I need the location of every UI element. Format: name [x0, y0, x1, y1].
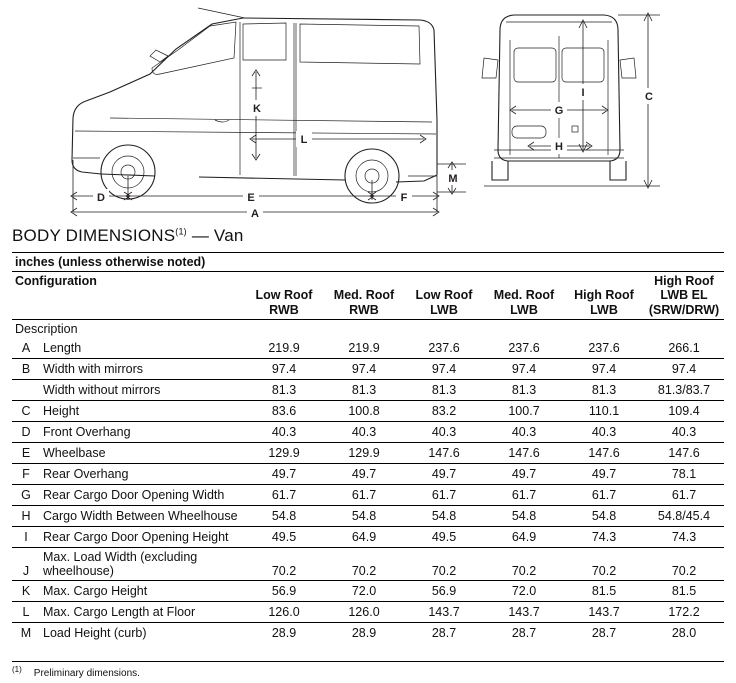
row-value: 219.9 [348, 341, 380, 356]
footnote-marker: (1) [12, 664, 22, 674]
row-letter: M [20, 626, 32, 641]
row-value: 40.3 [351, 425, 377, 440]
row-letter: K [21, 584, 31, 599]
row-value: 49.7 [351, 467, 377, 482]
row-value: 126.0 [348, 605, 380, 620]
row-value: 54.8 [271, 509, 297, 524]
rear-view-vehicle [482, 15, 636, 186]
row-label: Height [43, 404, 80, 419]
dimension-A [71, 205, 439, 220]
page-title-text: BODY DIMENSIONS [12, 226, 176, 245]
svg-text:M: M [448, 173, 458, 185]
column-header-0-line1: Low Roof [255, 288, 313, 303]
table-row [12, 422, 724, 443]
row-value: 74.3 [591, 530, 617, 545]
row-value: 61.7 [351, 488, 377, 503]
row-value: 49.7 [271, 467, 297, 482]
row-value: 70.2 [271, 564, 297, 579]
row-letter: A [21, 341, 31, 356]
row-letter: J [22, 564, 30, 579]
row-letter: F [22, 467, 30, 482]
column-header-5-line1: High Roof [654, 274, 714, 288]
row-value: 54.8 [431, 509, 457, 524]
row-value: 28.7 [431, 626, 457, 641]
row-value: 81.3 [591, 383, 617, 398]
row-value: 56.9 [271, 584, 297, 599]
row-label: Cargo Width Between Wheelhouse [43, 509, 238, 524]
row-letter: I [24, 530, 28, 545]
row-value: 81.3 [431, 383, 457, 398]
configuration-header-label: Configuration [15, 274, 97, 288]
row-value: 70.2 [351, 564, 377, 579]
dimension-M [437, 162, 466, 194]
vehicle-dimension-diagram [0, 0, 736, 222]
row-value: 237.6 [588, 341, 620, 356]
row-label: Front Overhang [43, 425, 131, 440]
column-header-4-line1: High Roof [574, 288, 634, 303]
column-header-3-line1: Med. Roof [493, 288, 555, 303]
row-value: 28.0 [671, 626, 697, 641]
row-value: 54.8/45.4 [657, 509, 711, 524]
row-value: 147.6 [508, 446, 540, 461]
row-letter: B [21, 362, 31, 377]
row-value: 40.3 [671, 425, 697, 440]
row-letter: H [21, 509, 31, 524]
section-title-block [0, 222, 736, 246]
row-value: 143.7 [588, 605, 620, 620]
row-value: 54.8 [511, 509, 537, 524]
row-value: 129.9 [348, 446, 380, 461]
table-row [12, 380, 724, 401]
column-header-4 [564, 272, 644, 320]
row-value: 81.3 [351, 383, 377, 398]
row-value: 61.7 [511, 488, 537, 503]
column-header-0 [244, 272, 324, 320]
table-row [12, 527, 724, 548]
row-value: 78.1 [671, 467, 697, 482]
body-dimensions-table [12, 252, 724, 643]
row-value: 143.7 [508, 605, 540, 620]
row-label: Wheelbase [43, 446, 106, 461]
row-label: Max. Cargo Length at Floor [43, 605, 196, 620]
row-label: Width with mirrors [43, 362, 144, 377]
table-row [12, 338, 724, 359]
row-value: 81.5 [591, 584, 617, 599]
row-value: 83.6 [271, 404, 297, 419]
column-header-1-line1: Med. Roof [333, 288, 395, 303]
table-row [12, 581, 724, 602]
row-label: Rear Cargo Door Opening Height [43, 530, 229, 545]
table-row [12, 464, 724, 485]
row-value: 61.7 [431, 488, 457, 503]
svg-text:L: L [300, 134, 308, 146]
svg-text:A: A [251, 208, 259, 220]
column-header-2 [404, 272, 484, 320]
row-letter [12, 380, 40, 401]
row-value: 40.3 [511, 425, 537, 440]
description-header-row [12, 320, 724, 339]
page-title [12, 226, 724, 246]
row-value: 237.6 [508, 341, 540, 356]
row-value: 72.0 [351, 584, 377, 599]
table-row [12, 602, 724, 623]
column-header-1-line2: RWB [349, 302, 379, 317]
row-value: 97.4 [591, 362, 617, 377]
units-label: inches (unless otherwise noted) [12, 253, 724, 272]
row-value: 70.2 [671, 564, 697, 579]
row-label: Rear Overhang [43, 467, 129, 482]
row-value: 70.2 [431, 564, 457, 579]
row-letter: D [21, 425, 31, 440]
column-header-3 [484, 272, 564, 320]
row-value: 147.6 [588, 446, 620, 461]
row-value: 49.7 [591, 467, 617, 482]
row-value: 100.7 [508, 404, 540, 419]
footnote [12, 661, 724, 679]
table-row [12, 506, 724, 527]
row-value: 81.3 [271, 383, 297, 398]
row-value: 70.2 [591, 564, 617, 579]
row-value: 97.4 [511, 362, 537, 377]
table-row [12, 443, 724, 464]
table-row [12, 359, 724, 380]
row-value: 83.2 [431, 404, 457, 419]
row-value: 61.7 [271, 488, 297, 503]
row-value: 40.3 [591, 425, 617, 440]
row-value: 28.7 [591, 626, 617, 641]
row-value: 237.6 [428, 341, 460, 356]
row-value: 97.4 [671, 362, 697, 377]
row-letter: E [21, 446, 31, 461]
units-row [12, 253, 724, 272]
page-title-suffix: — Van [186, 226, 244, 245]
row-value: 61.7 [591, 488, 617, 503]
column-header-4-line2: LWB [590, 302, 618, 317]
row-value: 74.3 [671, 530, 697, 545]
row-value: 28.9 [271, 626, 297, 641]
svg-text:F: F [400, 192, 408, 204]
row-value: 143.7 [428, 605, 460, 620]
dimension-E [126, 189, 374, 204]
column-header-2-line2: LWB [430, 302, 458, 317]
row-value: 56.9 [431, 584, 457, 599]
row-value: 97.4 [271, 362, 297, 377]
page-title-footnote-marker: (1) [175, 226, 187, 237]
row-value: 54.8 [351, 509, 377, 524]
row-value: 49.5 [431, 530, 457, 545]
row-value: 64.9 [351, 530, 377, 545]
column-header-5-line3: (SRW/DRW) [648, 302, 720, 317]
svg-text:I: I [581, 87, 585, 99]
row-value: 97.4 [351, 362, 377, 377]
dimension-D [71, 189, 130, 204]
row-label: Max. Load Width (excluding wheelhouse) [43, 550, 198, 579]
configuration-header-row [12, 272, 724, 320]
row-value: 266.1 [668, 341, 700, 356]
row-value: 54.8 [591, 509, 617, 524]
row-value: 81.5 [671, 584, 697, 599]
row-letter: G [21, 488, 31, 503]
dimension-K [249, 70, 265, 160]
column-header-0-line2: RWB [269, 302, 299, 317]
row-value: 70.2 [511, 564, 537, 579]
row-value: 81.3/83.7 [657, 383, 711, 398]
row-label: Width without mirrors [43, 383, 161, 398]
description-header-label: Description [12, 320, 244, 339]
row-label: Length [43, 341, 82, 356]
svg-text:G: G [554, 105, 564, 117]
row-value: 40.3 [271, 425, 297, 440]
column-header-3-line2: LWB [510, 302, 538, 317]
row-value: 49.5 [271, 530, 297, 545]
row-value: 109.4 [668, 404, 700, 419]
row-value: 172.2 [668, 605, 700, 620]
svg-text:E: E [247, 192, 255, 204]
row-value: 49.7 [431, 467, 457, 482]
table-row [12, 485, 724, 506]
svg-text:C: C [645, 91, 653, 103]
svg-text:H: H [555, 141, 563, 153]
row-label: Rear Cargo Door Opening Width [43, 488, 225, 503]
dimension-C [618, 13, 660, 188]
row-value: 28.9 [351, 626, 377, 641]
row-label: Max. Cargo Height [43, 584, 148, 599]
column-header-5 [644, 272, 724, 320]
row-value: 129.9 [268, 446, 300, 461]
row-letter: L [22, 605, 30, 620]
row-value: 147.6 [668, 446, 700, 461]
row-value: 40.3 [431, 425, 457, 440]
row-value: 219.9 [268, 341, 300, 356]
row-value: 64.9 [511, 530, 537, 545]
row-value: 147.6 [428, 446, 460, 461]
row-letter: C [21, 404, 31, 419]
table-row [12, 623, 724, 644]
row-value: 97.4 [431, 362, 457, 377]
svg-text:K: K [253, 103, 261, 115]
row-value: 100.8 [348, 404, 380, 419]
svg-text:D: D [97, 192, 105, 204]
footnote-text: Preliminary dimensions. [33, 668, 140, 679]
row-value: 110.1 [588, 404, 620, 419]
row-value: 28.7 [511, 626, 537, 641]
column-header-5-line2: LWB EL [660, 288, 708, 303]
row-value: 72.0 [511, 584, 537, 599]
row-value: 126.0 [268, 605, 300, 620]
row-value: 81.3 [511, 383, 537, 398]
column-header-2-line1: Low Roof [415, 288, 473, 303]
row-value: 49.7 [511, 467, 537, 482]
dimension-G [510, 102, 608, 118]
table-row [12, 401, 724, 422]
table-row [12, 548, 724, 581]
row-label: Load Height (curb) [43, 626, 147, 641]
column-header-1 [324, 272, 404, 320]
row-value: 61.7 [671, 488, 697, 503]
